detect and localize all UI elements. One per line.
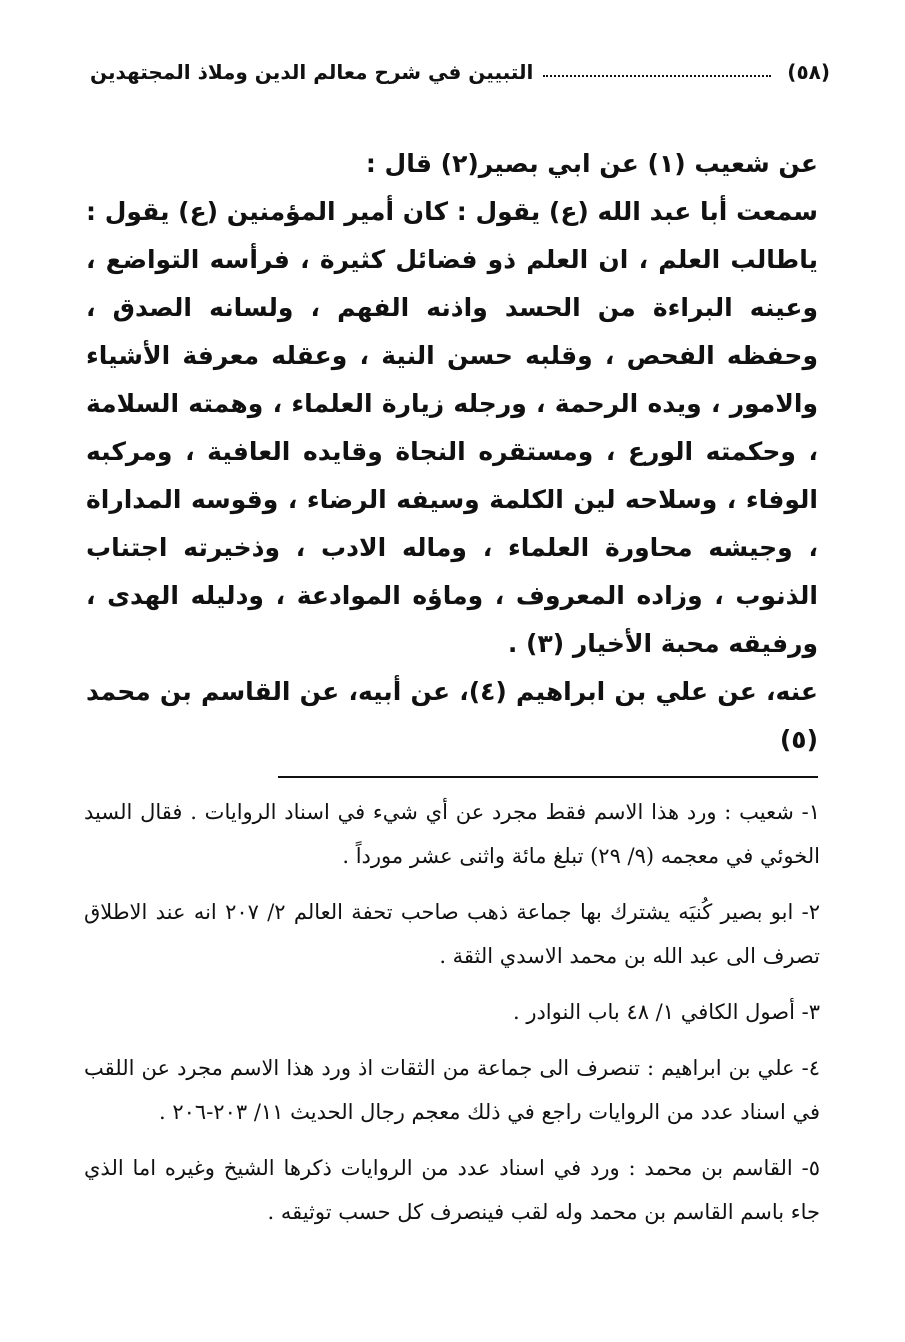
running-title: التبيين في شرح معالم الدين وملاذ المجتهدين xyxy=(90,60,534,84)
body-paragraph: عنه، عن علي بن ابراهيم (٤)، عن أبيه، عن القاسم بن محمد (٥) xyxy=(86,677,818,754)
footnote: ٢- ابو بصير كُنيَه يشترك بها جماعة ذهب صاحب تحفة العالم ٢/ ٢٠٧ انه عند الاطلاق تصرف الى عبد الله بن محمد الاسدي الثقة . xyxy=(84,900,820,968)
footnote: ٥- القاسم بن محمد : ورد في اسناد عدد من الروايات ذكرها الشيخ وغيره اما الذي جاء باسم القاسم بن محمد وله لقب فينصرف كل حسب توثيقه . xyxy=(84,1156,820,1224)
footnote-separator xyxy=(278,776,818,778)
page-header xyxy=(90,52,830,92)
main-text xyxy=(86,140,818,764)
header-dot-leader xyxy=(543,75,771,77)
footnote: ٣- أصول الكافي ١/ ٤٨ باب النوادر . xyxy=(512,1000,820,1024)
footnote: ٤- علي بن ابراهيم : تنصرف الى جماعة من الثقات اذ ورد هذا الاسم مجرد عن اللقب في اسناد عدد من الروايات راجع في ذلك معجم رجال الحديث ١١/ ٢٠٣-٢٠٦ . xyxy=(84,1056,820,1124)
body-paragraph: سمعت أبا عبد الله (ع) يقول : كان أمير المؤمنين (ع) يقول : ياطالب العلم ، ان العلم ذو فضائل كثيرة ، فرأسه التواضع ، وعينه البراءة من الحسد واذنه الفهم ، ولسانه الصدق ، وحفظه الفحص ، وقلبه حسن النية ، وعقله معرفة الأشياء والامور ، ويده الرحمة ، ورجله زيارة العلماء ، وهمته السلامة ، وحكمته الورع ، ومستقره النجاة وقايده العافية ، ومركبه الوفاء ، وسلاحه لين الكلمة وسيفه الرضاء ، وقوسه المداراة ، وجيشه محاورة العلماء ، وماله الادب ، وذخيرته اجتناب الذنوب ، وزاده المعروف ، وماؤه الموادعة ، ودليله الهدى ، ورفيقه محبة الأخيار (٣) . xyxy=(86,197,818,658)
page-number: (٥٨) xyxy=(787,60,830,84)
body-paragraph: عن شعيب (١) عن ابي بصير(٢) قال : xyxy=(365,149,818,178)
footnotes xyxy=(84,790,820,1246)
footnote: ١- شعيب : ورد هذا الاسم فقط مجرد عن أي شيء في اسناد الروايات . فقال السيد الخوئي في معجمه (٩/ ٢٩) تبلغ مائة واثنى عشر مورداً . xyxy=(84,800,820,868)
